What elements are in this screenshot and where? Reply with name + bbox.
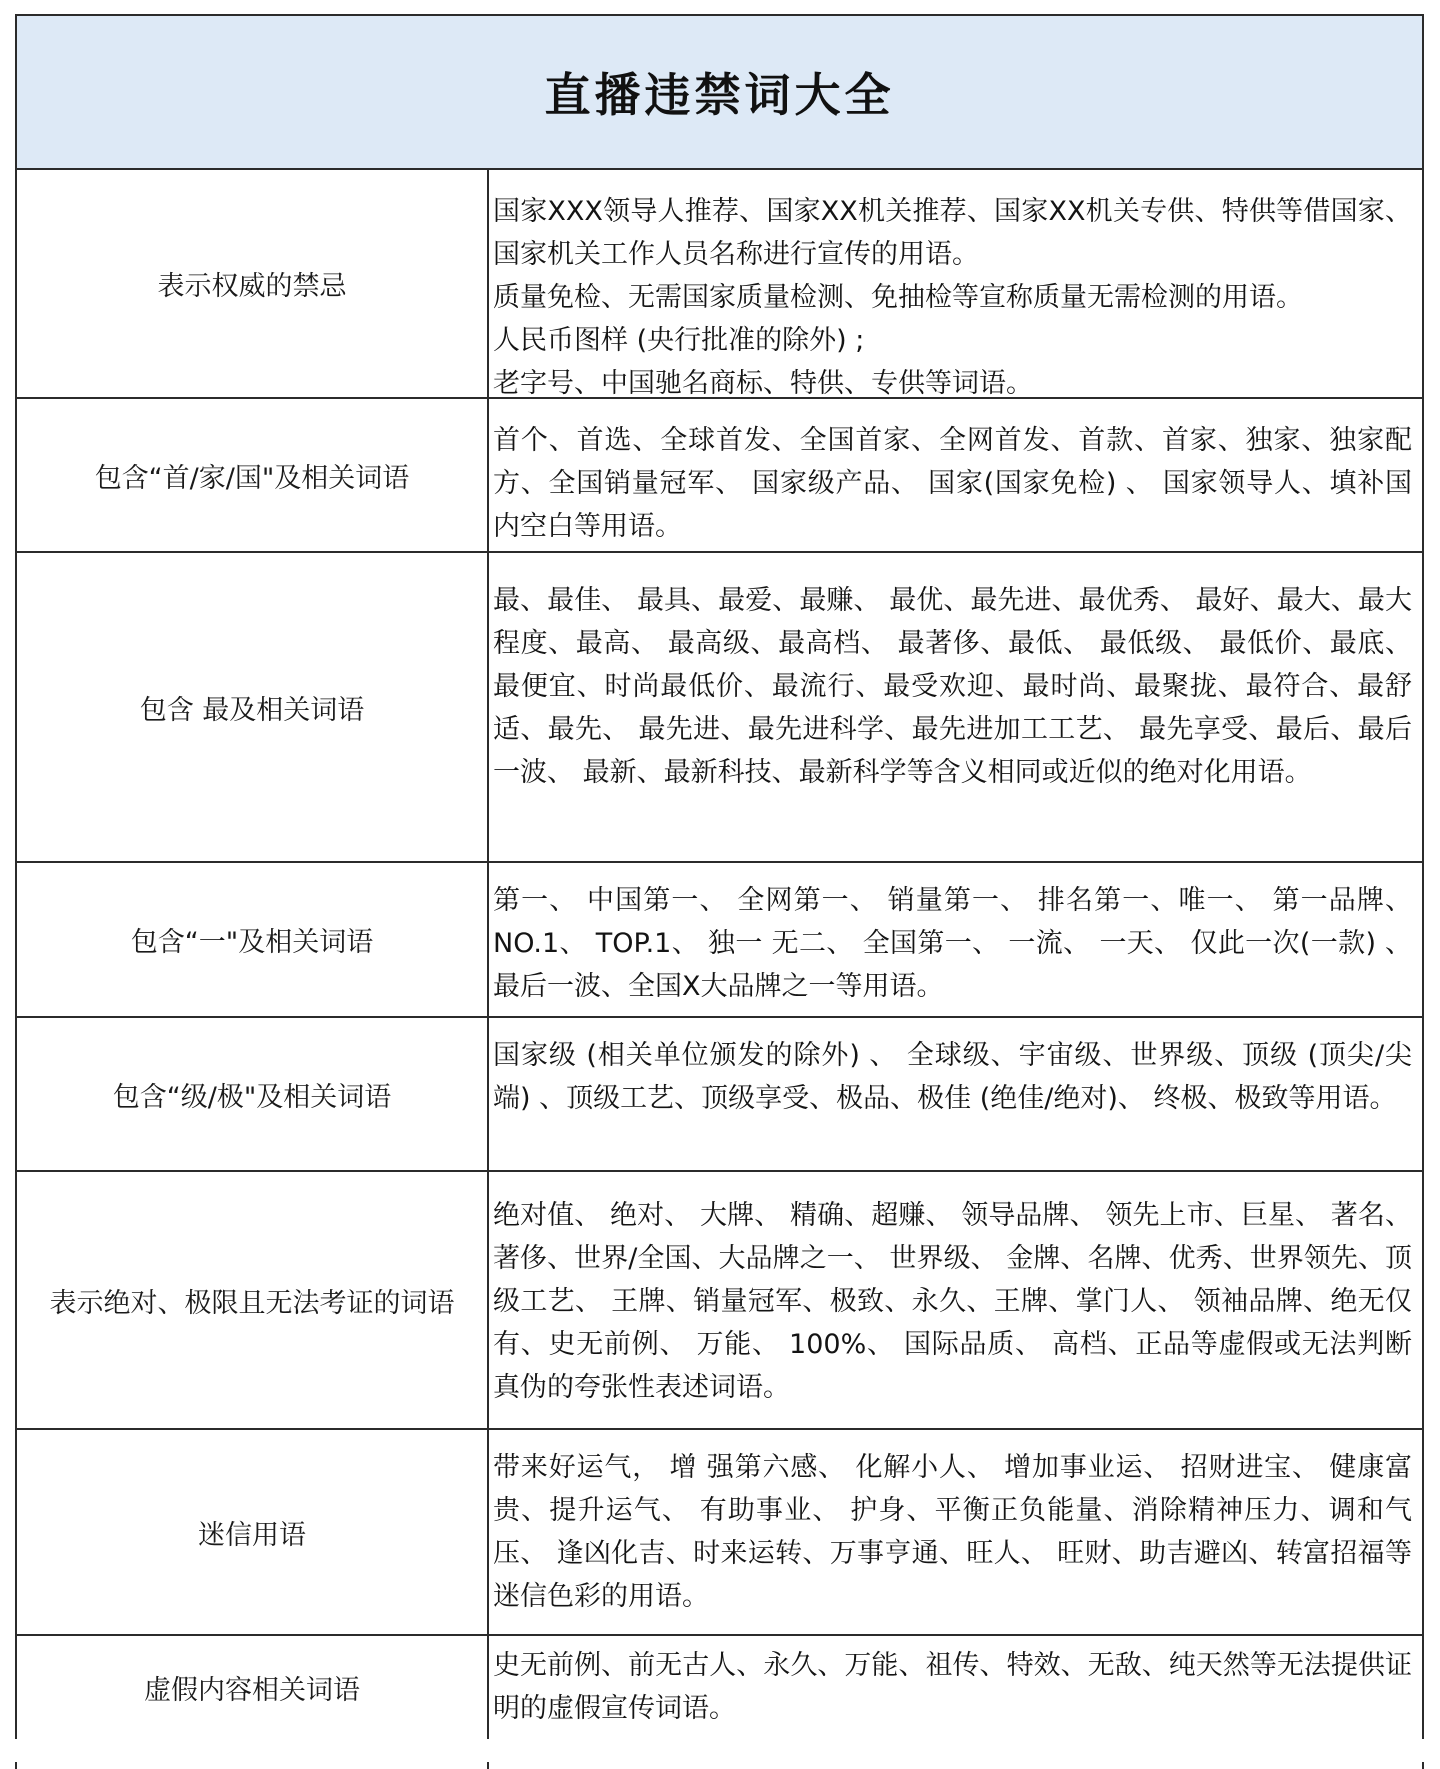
words-line: 第一、 中国第一、 全网第一、 销量第一、 排名第一、唯一、 第一品牌、 NO.1、 TOP.1、 独一 无二、 全国第一、 一流、 一天、 仅此一次(一款) 、 最后一波、全国X大品牌之一等用语。 bbox=[493, 885, 1412, 1002]
title-bar bbox=[17, 16, 1422, 170]
words-line: 人民币图样 (央行批准的除外) ; bbox=[493, 325, 865, 356]
words-cell bbox=[489, 1430, 1422, 1634]
table-row bbox=[17, 553, 1422, 863]
category-cell: 包含“一"及相关词语 bbox=[17, 863, 489, 1016]
words-cell bbox=[489, 1018, 1422, 1170]
table-row bbox=[17, 399, 1422, 553]
table-body bbox=[17, 170, 1422, 1739]
words-line: 带来好运气， 增 强第六感、 化解小人、 增加事业运、 招财进宝、 健康富贵、提升运气、 有助事业、 护身、平衡正负能量、消除精神压力、调和气压、 逢凶化吉、时来运转、万事亨通、旺人、 旺财、助吉避凶、转富招福等迷信色彩的用语。 bbox=[493, 1452, 1412, 1612]
words-line: 老字号、中国驰名商标、特供、专供等词语。 bbox=[493, 368, 1033, 399]
words-line: 史无前例、前无古人、永久、万能、祖传、特效、无敌、纯天然等无法提供证明的虚假宣传词语。 bbox=[493, 1650, 1412, 1724]
table-row bbox=[17, 1172, 1422, 1430]
words-line: 国家XXX领导人推荐、国家XX机关推荐、国家XX机关专供、特供等借国家、国家机关工作人员名称进行宣传的用语。 bbox=[493, 196, 1412, 270]
page-title: 直播违禁词大全 bbox=[544, 68, 895, 122]
table-row bbox=[17, 1018, 1422, 1172]
words-line: 最、最佳、 最具、最爱、最赚、 最优、最先进、最优秀、 最好、最大、最大程度、最高、 最高级、最高档、 最著侈、最低、 最低级、 最低价、最底、最便宜、时尚最低价、最流行、最受欢迎、最时尚、最聚拢、最符合、最舒适、最先、 最先进、最先进科学、最先进加工工艺、 最先享受、最后、最后一波、 最新、最新科技、最新科学等含义相同或近似的绝对化用语。 bbox=[493, 585, 1412, 788]
category-cell: 表示权威的禁忌 bbox=[17, 170, 489, 397]
words-cell bbox=[489, 399, 1422, 551]
words-line: 首个、首选、全球首发、全国首家、全网首发、首款、首家、独家、独家配方、全国销量冠军、 国家级产品、 国家(国家免检) 、 国家领导人、填补国内空白等用语。 bbox=[493, 425, 1412, 542]
words-cell bbox=[489, 170, 1422, 397]
table-row bbox=[17, 1430, 1422, 1636]
next-row-edge bbox=[15, 1762, 1424, 1769]
category-cell: 包含“级/极"及相关词语 bbox=[17, 1018, 489, 1170]
category-cell: 表示绝对、极限且无法考证的词语 bbox=[17, 1172, 489, 1428]
category-cell: 虚假内容相关词语 bbox=[17, 1636, 489, 1739]
banned-words-table bbox=[15, 14, 1424, 1739]
table-row bbox=[17, 1636, 1422, 1739]
next-row-divider bbox=[487, 1762, 489, 1769]
category-cell: 包含 最及相关词语 bbox=[17, 553, 489, 861]
words-cell bbox=[489, 1636, 1422, 1739]
category-cell: 包含“首/家/国"及相关词语 bbox=[17, 399, 489, 551]
words-cell bbox=[489, 863, 1422, 1016]
table-row bbox=[17, 170, 1422, 399]
words-line: 国家级 (相关单位颁发的除外) 、 全球级、宇宙级、世界级、顶级 (顶尖/尖端) 、顶级工艺、顶级享受、极品、极佳 (绝佳/绝对)、 终极、极致等用语。 bbox=[493, 1040, 1412, 1114]
category-cell: 迷信用语 bbox=[17, 1430, 489, 1634]
words-line: 绝对值、 绝对、 大牌、 精确、超赚、 领导品牌、 领先上市、巨星、 著名、 著侈、世界/全国、大品牌之一、 世界级、 金牌、名牌、优秀、世界领先、顶级工艺、 王牌、销量冠军、极致、永久、王牌、掌门人、 领袖品牌、绝无仅有、史无前例、 万能、 100%、 国际品质、 高档、正品等虚假或无法判断真伪的夸张性表述词语。 bbox=[493, 1200, 1412, 1403]
words-cell bbox=[489, 553, 1422, 861]
table-row bbox=[17, 863, 1422, 1018]
words-line: 质量免检、无需国家质量检测、免抽检等宣称质量无需检测的用语。 bbox=[493, 282, 1303, 313]
words-cell bbox=[489, 1172, 1422, 1428]
